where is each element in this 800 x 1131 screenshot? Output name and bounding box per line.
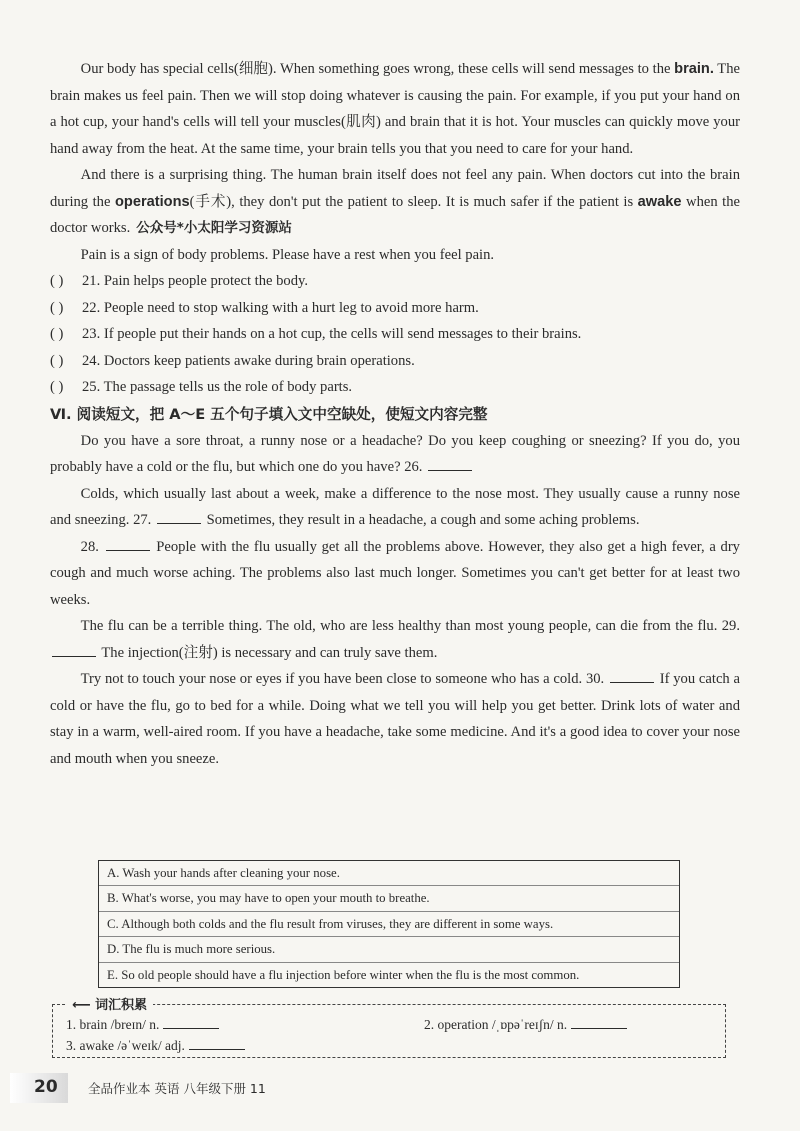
- options-box: [98, 860, 680, 988]
- text-span: And there is a surprising thing. The human brain itself does not feel any pain. When doctors cut into the brain during the: [50, 167, 740, 210]
- vocab-item: [66, 1038, 245, 1054]
- answer-blank-26[interactable]: [428, 458, 472, 471]
- passage-paragraph: [50, 56, 740, 162]
- watermark-text: 公众号*小太阳学习资源站: [136, 220, 292, 236]
- question-list: [50, 268, 740, 401]
- text-span: (手术), they don't put the patient to sleep. It is much safer if the patient is: [189, 193, 634, 210]
- keyword-brain: brain.: [674, 61, 714, 77]
- keyword-awake: awake: [637, 193, 682, 210]
- text-span: If you catch a cold or have the flu, go to bed for a while. Doing what we tell you will help you get better. Drink lots of water and stay in a warm, well-aired room. If you have a headache, take some medicine. And it's a good idea to cover your nose and mouth when you sneeze.: [50, 671, 740, 767]
- vocab-blank[interactable]: [571, 1017, 627, 1029]
- question-text: 24. Doctors keep patients awake during brain operations.: [82, 352, 415, 369]
- question-text: 21. Pain helps people protect the body.: [82, 273, 309, 289]
- answer-blank-27[interactable]: [157, 511, 201, 524]
- text-span: Colds, which usually last about a week, make a difference to the nose most. They usually cause a runny nose and sneezing. 27.: [50, 485, 740, 528]
- text-span: 28.: [80, 538, 99, 555]
- vocab-text: 2. operation /ˌɒpəˈreɪʃn/ n.: [424, 1017, 568, 1032]
- page-footer: [0, 1071, 800, 1107]
- answer-paren[interactable]: ( ): [50, 352, 64, 369]
- vocab-title-text: 词汇积累: [95, 998, 148, 1013]
- question-item: [50, 268, 740, 295]
- option-a: A. Wash your hands after cleaning your nose.: [99, 861, 679, 886]
- text-span: Sometimes, they result in a headache, a cough and some aching problems.: [206, 512, 640, 528]
- answer-paren[interactable]: ( ): [50, 326, 64, 342]
- passage-paragraph: [50, 481, 740, 534]
- passage-paragraph: [50, 162, 740, 242]
- vocab-box: [52, 996, 726, 1058]
- passage-paragraph: [50, 534, 740, 614]
- text-span: People with the flu usually get all the problems above. However, they also get a high fever, a dry cough and much worse aching. The problems also last much longer. Sometimes you can't get better for at least two weeks.: [50, 538, 740, 608]
- question-item: [50, 321, 740, 348]
- vocab-blank[interactable]: [163, 1017, 219, 1029]
- text-span: Our body has special cells(细胞). When something goes wrong, these cells will send messages to the: [80, 61, 671, 77]
- vocab-text: 1. brain /breɪn/ n.: [66, 1017, 160, 1032]
- vocab-item: [66, 1017, 219, 1033]
- answer-paren[interactable]: ( ): [50, 379, 64, 395]
- question-text: 25. The passage tells us the role of body parts.: [82, 379, 353, 395]
- arrow-icon: ⟵: [72, 998, 96, 1013]
- option-c: C. Although both colds and the flu result from viruses, they are different in some ways.: [99, 912, 679, 937]
- option-b: B. What's worse, you may have to open your mouth to breathe.: [99, 886, 679, 911]
- vocab-item: [424, 1017, 627, 1033]
- question-text: 23. If people put their hands on a hot cup, the cells will send messages to their brains.: [82, 326, 582, 342]
- vocab-text: 3. awake /əˈweɪk/ adj.: [66, 1038, 185, 1053]
- text-span: The flu can be a terrible thing. The old, who are less healthy than most young people, can die from the flu. 29.: [80, 618, 740, 634]
- answer-paren[interactable]: ( ): [50, 299, 64, 316]
- question-text: 22. People need to stop walking with a hurt leg to avoid more harm.: [82, 299, 479, 316]
- text-span: Do you have a sore throat, a runny nose or a headache? Do you keep coughing or sneezing? If you do, you probably have a cold or the flu, but which one do you have? 26.: [50, 432, 740, 475]
- keyword-operations: operations: [115, 193, 190, 210]
- answer-blank-29[interactable]: [52, 644, 96, 657]
- passage-paragraph: [50, 613, 740, 666]
- text-span: The brain makes us feel pain. Then we will stop doing whatever is causing the pain. For example, if you put your hand on a hot cup, your hand's cells will tell your muscles(肌肉) and brain that it is hot. Your muscles can quickly move your hand away from the heat. At the same time, your brain tells you that you need to care for your hand.: [50, 61, 740, 157]
- text-span: The injection(注射) is necessary and can truly save them.: [101, 644, 438, 661]
- question-item: [50, 348, 740, 375]
- vocab-title: [66, 994, 153, 1013]
- question-item: [50, 295, 740, 322]
- answer-paren[interactable]: ( ): [50, 273, 64, 289]
- text-span: when the doctor works.: [50, 193, 740, 236]
- footer-text: 全品作业本 英语 八年级下册 11: [88, 1081, 266, 1096]
- answer-blank-28[interactable]: [106, 538, 150, 551]
- option-d: D. The flu is much more serious.: [99, 937, 679, 962]
- option-e: E. So old people should have a flu injection before winter when the flu is the most common.: [107, 967, 580, 982]
- passage-paragraph: [50, 666, 740, 772]
- answer-blank-30[interactable]: [610, 670, 654, 683]
- vocab-blank[interactable]: [189, 1038, 245, 1050]
- text-span: Try not to touch your nose or eyes if you have been close to someone who has a cold. 30.: [80, 671, 605, 687]
- passage-paragraph: [50, 428, 740, 481]
- question-item: [50, 374, 740, 401]
- section-heading: Ⅵ. 阅读短文，把 A～E 五个句子填入文中空缺处，使短文内容完整: [50, 405, 488, 423]
- passage-paragraph: Pain is a sign of body problems. Please have a rest when you feel pain.: [80, 246, 495, 263]
- page-number: 20: [34, 1077, 58, 1097]
- page-content: [50, 56, 740, 772]
